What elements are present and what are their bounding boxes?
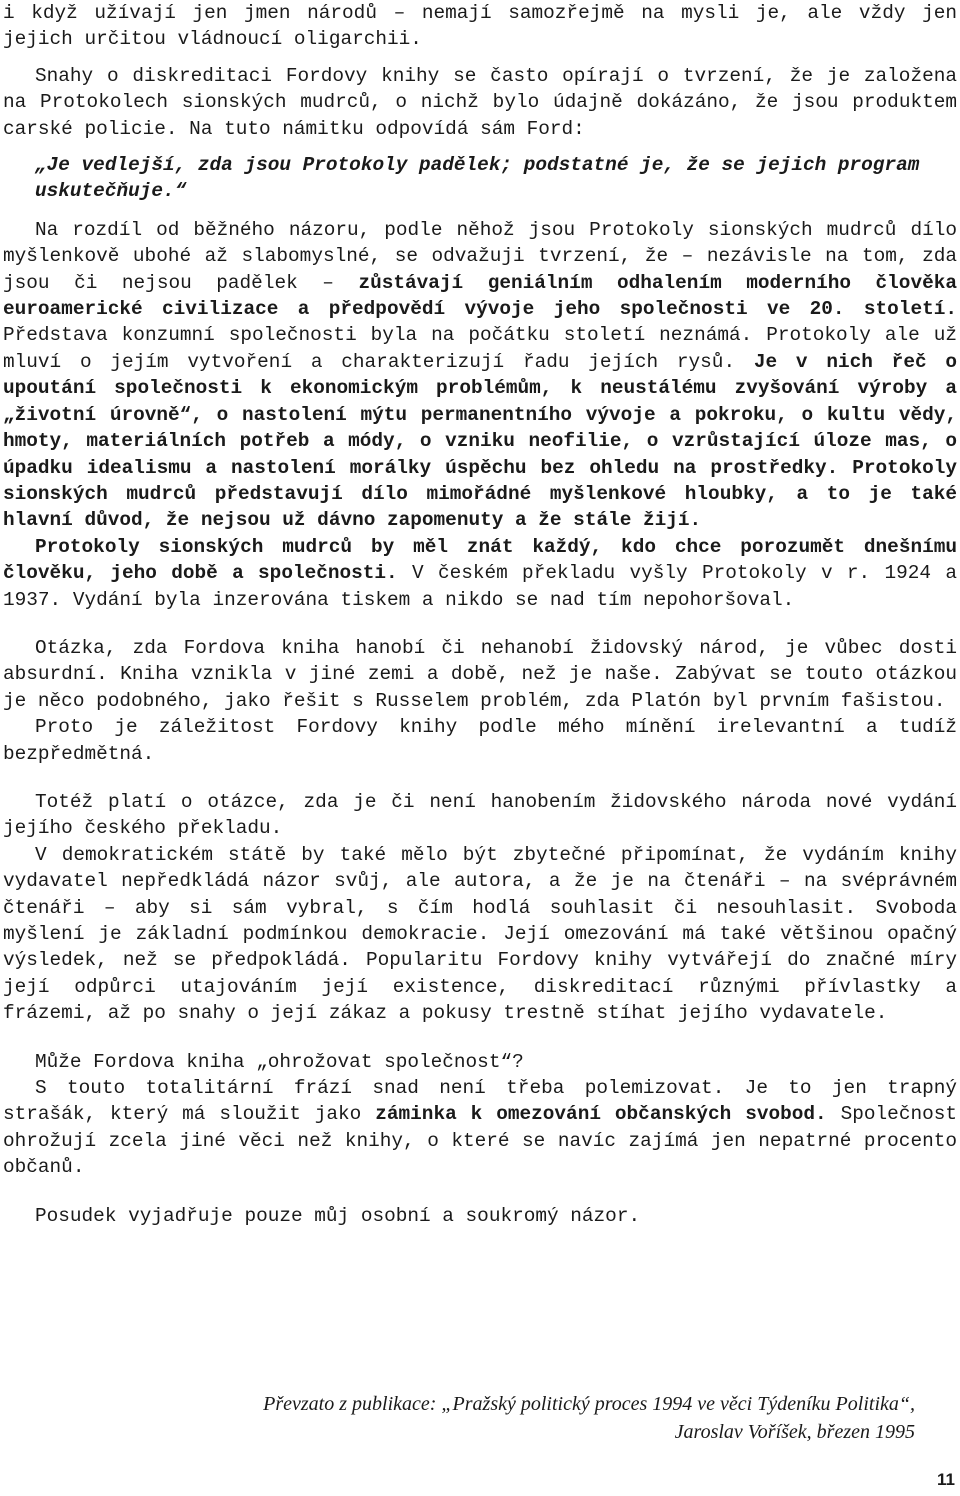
paragraph-na-rozdil-bold-b: zůstávají geniálním odhalením moderního člověka euroamerické civilizace a předpovědí vývoje jeho společnosti ve 20. století. [3, 271, 957, 321]
paragraph-totalitarni-part-a: S touto totalitární frází snad není třeba polemizovat. Je to jen trapný strašák, který má sloužit jako [3, 1077, 957, 1126]
document-page [3, 0, 957, 1229]
source-citation: Převzato z publikace: „Pražský politický proces 1994 ve věci Týdeníku Politika“, [263, 1393, 915, 1415]
paragraph-na-rozdil-bold-d: Je v nich řeč o upoutání společnosti k ekonomickým problémům, k neustálému zvyšování výroby a „životní úrovně“, o nastolení mýtu permanentního vývoje a pokroku, o kultu vědy, hmoty, materiálních potřeb a módy, o vzniku neofilie, o vzrůstající úloze mas, o úpadku idealismu a nastolení morálky úspěchu bez ohledu na prostředky. Protokoly sionských mudrců představují dílo mimořádné myšlenkové hloubky, a to je také hlavní důvod, že nejsou už dávno zapomenuty a že stále žijí. [3, 350, 958, 532]
paragraph-protokoly-bold: Protokoly sionských mudrců by měl znát každý, kdo chce porozumět dnešnímu člověku, jeho době a společnosti. [3, 535, 957, 585]
paragraph-demokraticky: V demokratickém státě by také mělo být zbytečné připomínat, že vydáním knihy vydavatel nepředkládá názor svůj, ale autora, a že je na čtenáři – na svéprávném čtenáři – aby si sám vybral, s čím hodlá souhlasit či nesouhlasit. Svoboda myšlení je základní podmínkou demokracie. Její omezování má také většinou opačný výsledek, než se předpokládá. Popularitu Fordovy knihy vytvářejí do značné míry její odpůrci utajováním její existence, diskreditací různými přívlastky a frázemi, až po snahy o její zákaz a pokusy trestně stíhat jejího vydavatele. [3, 843, 957, 1025]
page-number: 11 [937, 1470, 955, 1489]
paragraph-totalitarni-part-c: Společnost ohrožují zcela jiné věci než knihy, o které se navíc zajímá jen nepatrné procento občanů. [3, 1103, 957, 1179]
paragraph-na-rozdil [3, 217, 957, 534]
paragraph-intro: i když užívají jen jmen národů – nemají samozřejmě na mysli je, ale vždy jen jejich určitou vládnoucí oligarchii. [3, 2, 957, 51]
source-author-date: Jaroslav Voříšek, březen 1995 [674, 1421, 915, 1443]
paragraph-proto: Proto je záležitost Fordovy knihy podle mého mínění irelevantní a tudíž bezpředmětná. [3, 716, 957, 765]
ford-quote: „Je vedlejší, zda jsou Protokoly padělek; podstatné je, že se jejich program uskutečňuje.“ [35, 154, 920, 203]
paragraph-totalitarni-bold: záminka k omezování občanských svobod. [375, 1103, 827, 1126]
paragraph-posudek: Posudek vyjadřuje pouze můj osobní a soukromý názor. [35, 1204, 641, 1227]
paragraph-muze: Může Fordova kniha „ohrožovat společnost“? [35, 1050, 524, 1073]
paragraph-totez: Totéž platí o otázce, zda je či není hanobením židovského národa nové vydání jejího českého překladu. [3, 790, 957, 840]
paragraph-na-rozdil-part-a: Na rozdíl od běžného názoru, podle něhož jsou Protokoly sionských mudrců dílo myšlenkově ubohé až slabomyslné, se odvažuji tvrzení, že – nezávisle na tom, zda jsou či nejsou padělek – [3, 218, 957, 294]
paragraph-totalitarni [3, 1075, 957, 1181]
paragraph-otazka: Otázka, zda Fordova kniha hanobí či nehanobí židovský národ, je vůbec dosti absurdní. Kniha vznikla v jiné zemi a době, než je naše. Zabývat se touto otázkou je něco podobného, jako řešit s Russelem problém, zda Platón byl prvním fašistou. [3, 636, 957, 712]
paragraph-snahy: Snahy o diskreditaci Fordovy knihy se často opírají o tvrzení, že je založena na Protokolech sionských mudrců, o nichž bylo údajně dokázáno, že jsou produktem carské policie. Na tuto námitku odpovídá sám Ford: [3, 64, 957, 140]
paragraph-protokoly [3, 534, 957, 613]
paragraph-na-rozdil-part-c: Představa konzumní společnosti byla na počátku století neznámá. Protokoly ale už mluví o jejím vytvoření a charakterizují řadu jejích rysů. [3, 324, 957, 373]
paragraph-protokoly-rest: V českém překladu vyšly Protokoly v r. 1924 a 1937. Vydání byla inzerována tiskem a nikdo se nad tím nepohoršoval. [3, 562, 957, 611]
